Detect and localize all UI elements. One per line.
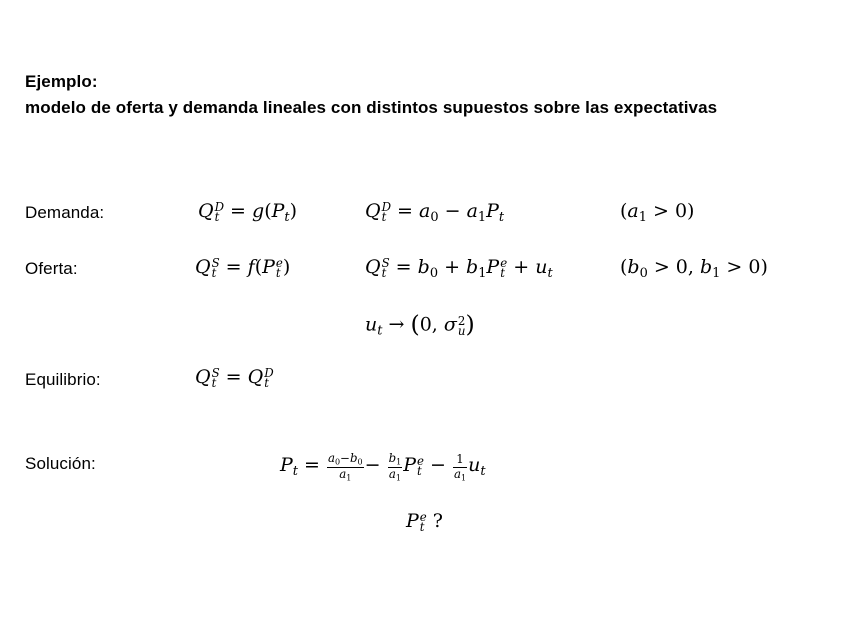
- demand-label: Demanda:: [25, 203, 105, 222]
- supply-linear-formula: Q S t = $b_0 + b_1P$ e t + $u_t$: [365, 256, 553, 281]
- supply-label: Oferta:: [25, 259, 78, 278]
- equilibrium-formula: Q S t = Q D t: [195, 366, 274, 391]
- demand-linear-formula: Q D t = $a_0 - a_1P_t$: [365, 200, 505, 225]
- demand-general-formula: Q D t = $g(P_t)$: [198, 200, 298, 225]
- example-heading: Ejemplo:: [25, 72, 98, 91]
- example-subheading: modelo de oferta y demanda lineales con distintos supuestos sobre las expectativas: [25, 98, 718, 117]
- supply-condition: ($b_0 > 0$, $b_1 > 0$): [620, 256, 768, 281]
- solution-formula: $P_t$ = $\frac{a_0-b_0}{a_1}$ − $\frac{b_1}{a_1}$ P e t − $\frac{1}{a_1}$ $u_t$: [280, 451, 486, 482]
- expectation-question: P e t ?: [406, 510, 443, 535]
- demand-condition: $(a_1 > 0)$: [620, 200, 695, 225]
- shock-distribution-formula: $u_t \to (0$, σ 2 u ): [365, 310, 475, 339]
- solution-label: Solución:: [25, 454, 96, 473]
- supply-general-formula: Q S t = f(P e t ): [195, 256, 291, 281]
- equilibrium-label: Equilibrio:: [25, 370, 101, 389]
